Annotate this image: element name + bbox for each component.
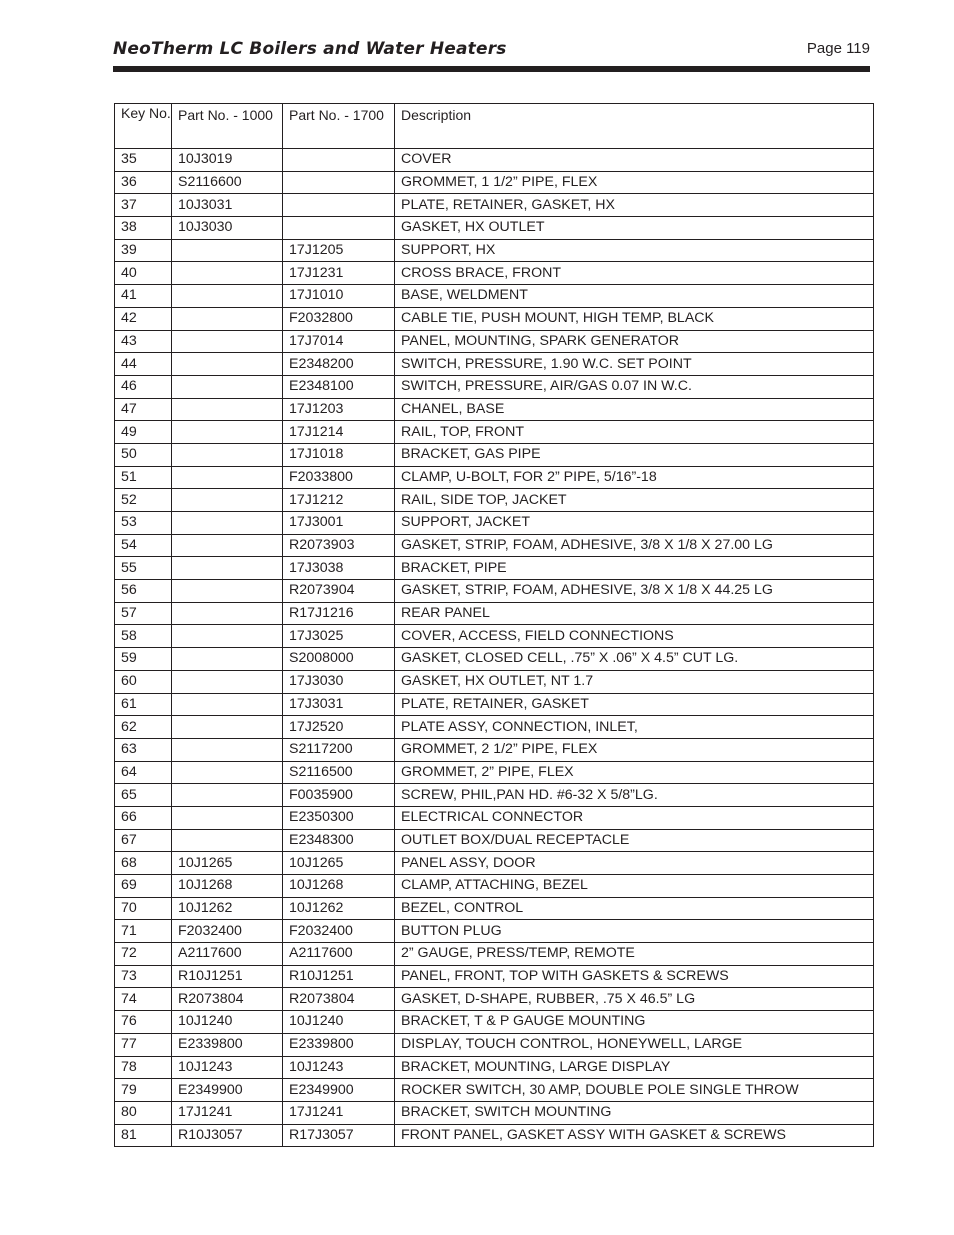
part-1700-cell: 17J3001 [283,512,395,535]
description-cell: PANEL ASSY, DOOR [395,852,874,875]
description-cell: GASKET, CLOSED CELL, .75” X .06” X 4.5” CUT LG. [395,648,874,671]
part-1000-cell [172,421,283,444]
table-row [115,512,874,535]
part-1000-cell [172,829,283,852]
part-1700-cell: 10J1265 [283,852,395,875]
column-header-description: Description [395,104,874,149]
part-1700-cell: 17J1203 [283,398,395,421]
part-1700-cell: 17J1205 [283,239,395,262]
table-row [115,421,874,444]
description-cell: CLAMP, ATTACHING, BEZEL [395,875,874,898]
table-row [115,1033,874,1056]
part-1700-cell: 17J1010 [283,285,395,308]
table-row [115,489,874,512]
table-row [115,239,874,262]
key-no-cell: 81 [115,1124,172,1147]
part-1000-cell [172,239,283,262]
key-no-cell: 46 [115,375,172,398]
key-no-cell: 70 [115,897,172,920]
key-no-cell: 55 [115,557,172,580]
key-no-cell: 69 [115,875,172,898]
part-1700-cell: S2116500 [283,761,395,784]
description-cell: GROMMET, 2” PIPE, FLEX [395,761,874,784]
part-1000-cell: 10J3031 [172,194,283,217]
description-cell: SWITCH, PRESSURE, AIR/GAS 0.07 IN W.C. [395,375,874,398]
part-1000-cell [172,375,283,398]
part-1000-cell: 10J3019 [172,149,283,172]
column-header-key-no: Key No. [115,104,172,149]
part-1700-cell [283,194,395,217]
description-cell: GASKET, STRIP, FOAM, ADHESIVE, 3/8 X 1/8 X 44.25 LG [395,580,874,603]
table-row [115,171,874,194]
part-1700-cell: S2117200 [283,738,395,761]
key-no-cell: 67 [115,829,172,852]
description-cell: ELECTRICAL CONNECTOR [395,806,874,829]
key-no-cell: 68 [115,852,172,875]
table-row [115,194,874,217]
key-no-cell: 37 [115,194,172,217]
part-1700-cell: 10J1268 [283,875,395,898]
description-cell: GASKET, HX OUTLET, NT 1.7 [395,670,874,693]
table-row [115,625,874,648]
key-no-cell: 39 [115,239,172,262]
table-row [115,534,874,557]
part-1000-cell [172,738,283,761]
part-1700-cell: E2348100 [283,375,395,398]
part-1700-cell: 17J1214 [283,421,395,444]
table-row [115,217,874,240]
description-cell: PANEL, MOUNTING, SPARK GENERATOR [395,330,874,353]
description-cell: GASKET, HX OUTLET [395,217,874,240]
key-no-cell: 61 [115,693,172,716]
description-cell: SUPPORT, HX [395,239,874,262]
description-cell: CROSS BRACE, FRONT [395,262,874,285]
description-cell: COVER, ACCESS, FIELD CONNECTIONS [395,625,874,648]
part-1700-cell: F0035900 [283,784,395,807]
table-row [115,375,874,398]
part-1700-cell: R2073903 [283,534,395,557]
key-no-cell: 43 [115,330,172,353]
part-1700-cell [283,149,395,172]
key-no-cell: 73 [115,965,172,988]
table-row [115,897,874,920]
description-cell: REAR PANEL [395,602,874,625]
key-no-cell: 80 [115,1101,172,1124]
part-1700-cell [283,217,395,240]
description-cell: FRONT PANEL, GASKET ASSY WITH GASKET & SCREWS [395,1124,874,1147]
key-no-cell: 52 [115,489,172,512]
key-no-cell: 41 [115,285,172,308]
description-cell: 2” GAUGE, PRESS/TEMP, REMOTE [395,943,874,966]
description-cell: PANEL, FRONT, TOP WITH GASKETS & SCREWS [395,965,874,988]
table-row [115,716,874,739]
part-1000-cell: R10J3057 [172,1124,283,1147]
part-1700-cell: R10J1251 [283,965,395,988]
part-1700-cell: 10J1243 [283,1056,395,1079]
table-row [115,443,874,466]
part-1000-cell: 10J3030 [172,217,283,240]
part-1000-cell: F2032400 [172,920,283,943]
key-no-cell: 44 [115,353,172,376]
key-no-cell: 36 [115,171,172,194]
part-1700-cell: 17J1241 [283,1101,395,1124]
part-1000-cell [172,489,283,512]
key-no-cell: 77 [115,1033,172,1056]
key-no-cell: 71 [115,920,172,943]
table-row [115,602,874,625]
description-cell: PLATE, RETAINER, GASKET, HX [395,194,874,217]
key-no-cell: 49 [115,421,172,444]
part-1000-cell: 10J1243 [172,1056,283,1079]
part-1000-cell: E2349900 [172,1079,283,1102]
table-row [115,1056,874,1079]
page-number: Page 119 [806,40,870,57]
description-cell: BRACKET, PIPE [395,557,874,580]
page-header [113,38,870,66]
key-no-cell: 63 [115,738,172,761]
key-no-cell: 64 [115,761,172,784]
part-1700-cell: A2117600 [283,943,395,966]
part-1000-cell [172,693,283,716]
part-1700-cell: 17J7014 [283,330,395,353]
key-no-cell: 60 [115,670,172,693]
part-1700-cell: F2033800 [283,466,395,489]
table-row [115,852,874,875]
key-no-cell: 56 [115,580,172,603]
key-no-cell: 79 [115,1079,172,1102]
description-cell: GROMMET, 1 1/2” PIPE, FLEX [395,171,874,194]
part-1000-cell: 17J1241 [172,1101,283,1124]
key-no-cell: 59 [115,648,172,671]
description-cell: GROMMET, 2 1/2” PIPE, FLEX [395,738,874,761]
description-cell: CABLE TIE, PUSH MOUNT, HIGH TEMP, BLACK [395,307,874,330]
description-cell: BUTTON PLUG [395,920,874,943]
part-1000-cell [172,307,283,330]
description-cell: GASKET, STRIP, FOAM, ADHESIVE, 3/8 X 1/8 X 27.00 LG [395,534,874,557]
table-row [115,557,874,580]
description-cell: BRACKET, SWITCH MOUNTING [395,1101,874,1124]
part-1700-cell: F2032400 [283,920,395,943]
description-cell: PLATE, RETAINER, GASKET [395,693,874,716]
part-1700-cell: 17J1212 [283,489,395,512]
column-header-part-1700: Part No. - 1700 [283,104,395,149]
key-no-cell: 50 [115,443,172,466]
description-cell: SCREW, PHIL,PAN HD. #6-32 X 5/8”LG. [395,784,874,807]
table-row [115,988,874,1011]
description-cell: GASKET, D-SHAPE, RUBBER, .75 X 46.5” LG [395,988,874,1011]
table-row [115,307,874,330]
description-cell: SUPPORT, JACKET [395,512,874,535]
parts-table [114,103,874,1147]
table-row [115,670,874,693]
table-row [115,693,874,716]
table-row [115,875,874,898]
table-row [115,784,874,807]
description-cell: BRACKET, GAS PIPE [395,443,874,466]
part-1000-cell [172,761,283,784]
part-1000-cell [172,716,283,739]
part-1000-cell [172,557,283,580]
description-cell: OUTLET BOX/DUAL RECEPTACLE [395,829,874,852]
part-1000-cell [172,353,283,376]
description-cell: CLAMP, U-BOLT, FOR 2” PIPE, 5/16”-18 [395,466,874,489]
part-1700-cell: E2349900 [283,1079,395,1102]
part-1000-cell [172,534,283,557]
key-no-cell: 72 [115,943,172,966]
key-no-cell: 66 [115,806,172,829]
part-1000-cell: 10J1265 [172,852,283,875]
part-1000-cell: R10J1251 [172,965,283,988]
table-row [115,648,874,671]
key-no-cell: 40 [115,262,172,285]
key-no-cell: 65 [115,784,172,807]
part-1000-cell: 10J1268 [172,875,283,898]
part-1700-cell: R17J1216 [283,602,395,625]
part-1000-cell: E2339800 [172,1033,283,1056]
part-1700-cell: E2348200 [283,353,395,376]
part-1000-cell [172,648,283,671]
part-1000-cell: A2117600 [172,943,283,966]
part-1700-cell: R17J3057 [283,1124,395,1147]
description-cell: DISPLAY, TOUCH CONTROL, HONEYWELL, LARGE [395,1033,874,1056]
table-row [115,943,874,966]
part-1000-cell [172,262,283,285]
part-1000-cell: S2116600 [172,171,283,194]
part-1000-cell [172,512,283,535]
part-1000-cell [172,784,283,807]
part-1700-cell: 17J3038 [283,557,395,580]
key-no-cell: 62 [115,716,172,739]
part-1700-cell: R2073804 [283,988,395,1011]
description-cell: CHANEL, BASE [395,398,874,421]
description-cell: PLATE ASSY, CONNECTION, INLET, [395,716,874,739]
part-1700-cell: 10J1262 [283,897,395,920]
table-row [115,829,874,852]
part-1700-cell: 10J1240 [283,1011,395,1034]
part-1700-cell [283,171,395,194]
key-no-cell: 76 [115,1011,172,1034]
part-1700-cell: S2008000 [283,648,395,671]
table-row [115,353,874,376]
key-no-cell: 47 [115,398,172,421]
description-cell: RAIL, SIDE TOP, JACKET [395,489,874,512]
description-cell: SWITCH, PRESSURE, 1.90 W.C. SET POINT [395,353,874,376]
part-1700-cell: F2032800 [283,307,395,330]
description-cell: COVER [395,149,874,172]
table-row [115,738,874,761]
key-no-cell: 53 [115,512,172,535]
key-no-cell: 38 [115,217,172,240]
part-1000-cell [172,285,283,308]
table-row [115,920,874,943]
table-row [115,398,874,421]
key-no-cell: 57 [115,602,172,625]
part-1000-cell: 10J1240 [172,1011,283,1034]
part-1700-cell: R2073904 [283,580,395,603]
table-row [115,806,874,829]
part-1700-cell: E2350300 [283,806,395,829]
description-cell: ROCKER SWITCH, 30 AMP, DOUBLE POLE SINGLE THROW [395,1079,874,1102]
part-1000-cell [172,806,283,829]
table-row [115,580,874,603]
part-1000-cell: 10J1262 [172,897,283,920]
part-1700-cell: 17J1231 [283,262,395,285]
description-cell: BRACKET, T & P GAUGE MOUNTING [395,1011,874,1034]
table-row [115,466,874,489]
part-1000-cell [172,443,283,466]
part-1000-cell [172,602,283,625]
description-cell: BEZEL, CONTROL [395,897,874,920]
part-1700-cell: 17J3025 [283,625,395,648]
table-row [115,965,874,988]
part-1000-cell [172,330,283,353]
key-no-cell: 51 [115,466,172,489]
column-header-part-1000: Part No. - 1000 [172,104,283,149]
part-1700-cell: 17J1018 [283,443,395,466]
table-row [115,761,874,784]
part-1000-cell [172,670,283,693]
key-no-cell: 74 [115,988,172,1011]
table-row [115,285,874,308]
table-row [115,1124,874,1147]
part-1700-cell: E2348300 [283,829,395,852]
key-no-cell: 58 [115,625,172,648]
part-1700-cell: 17J3031 [283,693,395,716]
description-cell: BRACKET, MOUNTING, LARGE DISPLAY [395,1056,874,1079]
description-cell: RAIL, TOP, FRONT [395,421,874,444]
table-row [115,1101,874,1124]
part-1000-cell [172,398,283,421]
table-row [115,1011,874,1034]
part-1000-cell [172,580,283,603]
part-1700-cell: E2339800 [283,1033,395,1056]
table-row [115,149,874,172]
table-row [115,1079,874,1102]
document-title: NeoTherm LC Boilers and Water Heaters [113,39,507,59]
key-no-cell: 35 [115,149,172,172]
header-rule [113,66,870,72]
description-cell: BASE, WELDMENT [395,285,874,308]
part-1000-cell: R2073804 [172,988,283,1011]
table-header-row [115,104,874,149]
part-1000-cell [172,466,283,489]
key-no-cell: 42 [115,307,172,330]
part-1700-cell: 17J3030 [283,670,395,693]
table-row [115,262,874,285]
key-no-cell: 78 [115,1056,172,1079]
table-row [115,330,874,353]
part-1700-cell: 17J2520 [283,716,395,739]
part-1000-cell [172,625,283,648]
key-no-cell: 54 [115,534,172,557]
